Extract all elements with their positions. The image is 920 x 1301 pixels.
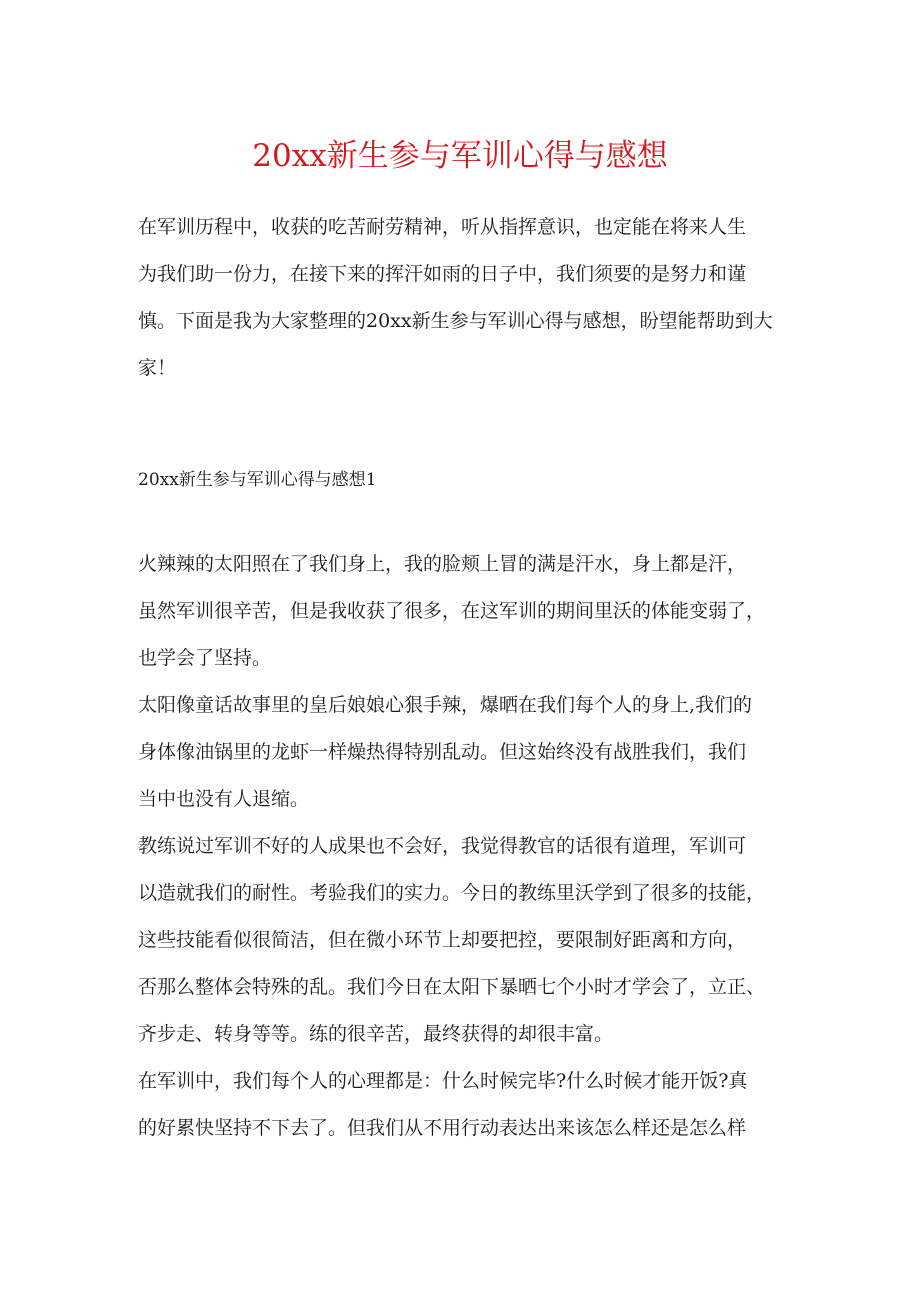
body-line: 也学会了坚持。 [138,647,272,669]
section-heading: 20xx新生参与军训心得与感想1 [138,470,377,490]
body-line: 太阳像童话故事里的皇后娘娘心狠手辣，爆晒在我们每个人的身上,我们的 [138,694,753,716]
intro-line: 在军训历程中，收获的吃苦耐劳精神，听从指挥意识，也定能在将来人生 [138,216,747,238]
body-line: 这些技能看似很简洁，但在微小环节上却要把控，要限制好距离和方向， [138,929,747,951]
body-line: 虽然军训很辛苦，但是我收获了很多，在这军训的期间里沃的体能变弱了， [138,600,766,622]
intro-line: 慎。下面是我为大家整理的20xx新生参与军训心得与感想，盼望能帮助到大 [138,310,773,332]
body-line: 的好累快坚持不下去了。但我们从不用行动表达出来该怎么样还是怎么样 [138,1117,747,1139]
body-line: 否那么整体会特殊的乱。我们今日在太阳下暴晒七个小时才学会了，立正、 [138,976,766,998]
intro-line: 为我们助一份力，在接下来的挥汗如雨的日子中，我们须要的是努力和谨 [138,263,747,285]
page-title: 20xx新生参与军训心得与感想 [252,138,668,174]
body-line: 齐步走、转身等等。练的很辛苦，最终获得的却很丰富。 [138,1023,614,1045]
body-line: 以造就我们的耐性。考验我们的实力。今日的教练里沃学到了很多的技能， [138,882,766,904]
body-line: 身体像油锅里的龙虾一样燥热得特别乱动。但这始终没有战胜我们，我们 [138,741,747,763]
body-text [138,541,798,1152]
body-line: 火辣辣的太阳照在了我们身上，我的脸颊上冒的满是汗水，身上都是汗， [138,553,747,575]
body-line: 在军训中，我们每个人的心理都是：什么时候完毕?什么时候才能开饭?真 [138,1070,748,1092]
intro-line: 家！ [138,357,177,379]
body-line: 教练说过军训不好的人成果也不会好，我觉得教官的话很有道理，军训可 [138,835,747,857]
intro-paragraph [138,204,798,392]
body-line: 当中也没有人退缩。 [138,788,310,810]
